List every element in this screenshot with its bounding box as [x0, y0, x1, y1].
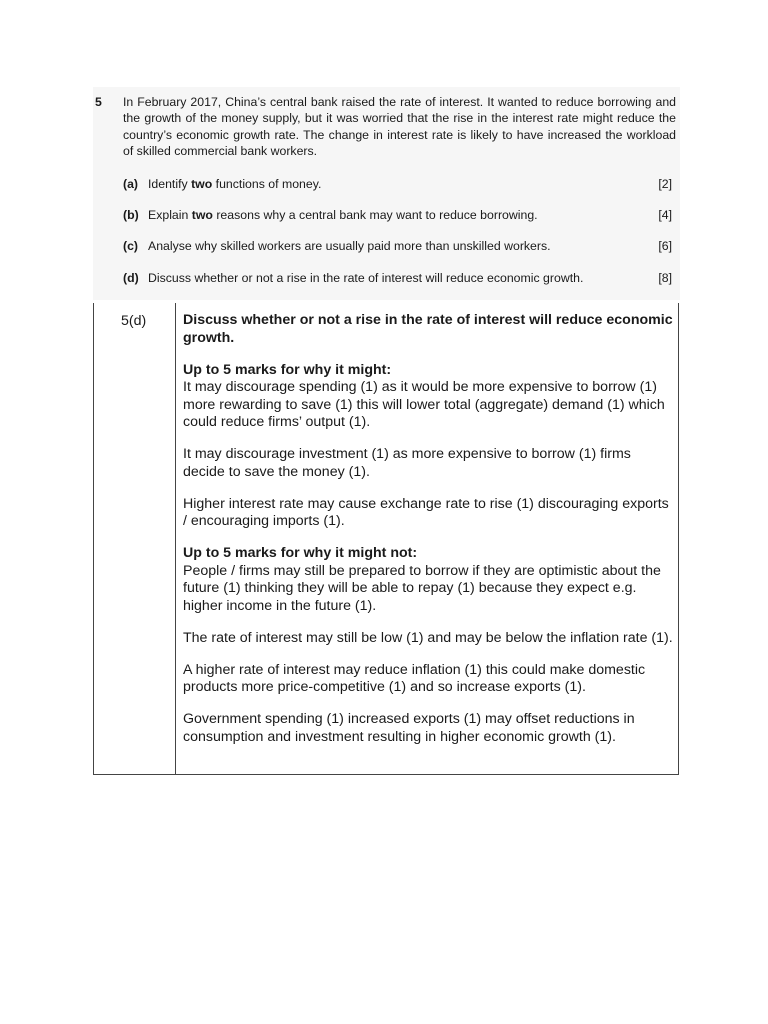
might-heading: Up to 5 marks for why it might: [183, 361, 392, 378]
might-not-point: The rate of interest may still be low (1) and may be below the inflation rate (1). [183, 629, 673, 646]
might-not-heading: Up to 5 marks for why it might not: [183, 545, 418, 561]
part-text: Discuss whether or not a rise in the rate of interest will reduce economic growth. [148, 271, 584, 285]
mark-scheme-title: Discuss whether or not a rise in the rate of interest will reduce economic growth. [183, 312, 673, 346]
question-part-c [123, 239, 676, 257]
question-number: 5 [95, 95, 102, 109]
mark-scheme-question-label: 5(d) [121, 313, 147, 329]
part-marks: [4] [658, 208, 672, 222]
might-point: It may discourage spending (1) as it would be more expensive to borrow (1) more rewarding to save (1) this will lower total (aggregate) demand (1) which could reduce firms’ output (1). [183, 379, 665, 430]
column-divider [175, 303, 176, 774]
part-marks: [8] [658, 271, 672, 285]
part-letter: (c) [123, 239, 139, 253]
might-not-section [183, 545, 675, 615]
part-marks: [2] [658, 177, 672, 191]
might-point: It may discourage investment (1) as more expensive to borrow (1) firms decide to save the money (1). [183, 446, 631, 480]
might-section [183, 362, 675, 432]
might-point: Higher interest rate may cause exchange rate to rise (1) discouraging exports / encouraging imports (1). [183, 495, 669, 529]
might-not-point: A higher rate of interest may reduce inflation (1) this could make domestic products more price-competitive (1) and so increase exports (1). [183, 661, 646, 695]
question-stem: In February 2017, China’s central bank raised the rate of interest. It wanted to reduce borrowing and the growth of the money supply, but it was worried that the rise in the interest rate might reduce the country’s economic growth rate. The change in interest rate is likely to have increased the workload of skilled commercial bank workers. [123, 95, 676, 158]
mark-scheme-table [93, 303, 679, 775]
part-text: Explain two reasons why a central bank may want to reduce borrowing. [148, 208, 538, 222]
question-block [93, 87, 680, 300]
question-part-d [123, 271, 676, 289]
question-part-a [123, 177, 676, 195]
part-marks: [6] [658, 239, 672, 253]
part-letter: (b) [123, 208, 139, 222]
part-text: Identify two functions of money. [148, 177, 322, 191]
question-part-b [123, 208, 676, 226]
part-text: Analyse why skilled workers are usually paid more than unskilled workers. [148, 239, 551, 253]
might-not-point: People / firms may still be prepared to borrow if they are optimistic about the future (1) thinking they will be able to repay (1) because they expect e.g. higher income in the future (1). [183, 562, 661, 614]
part-letter: (a) [123, 177, 139, 191]
mark-scheme-answer [183, 312, 675, 761]
part-letter: (d) [123, 271, 139, 285]
might-not-point: Government spending (1) increased exports (1) may offset reductions in consumption and investment resulting in higher economic growth (1). [183, 711, 635, 745]
